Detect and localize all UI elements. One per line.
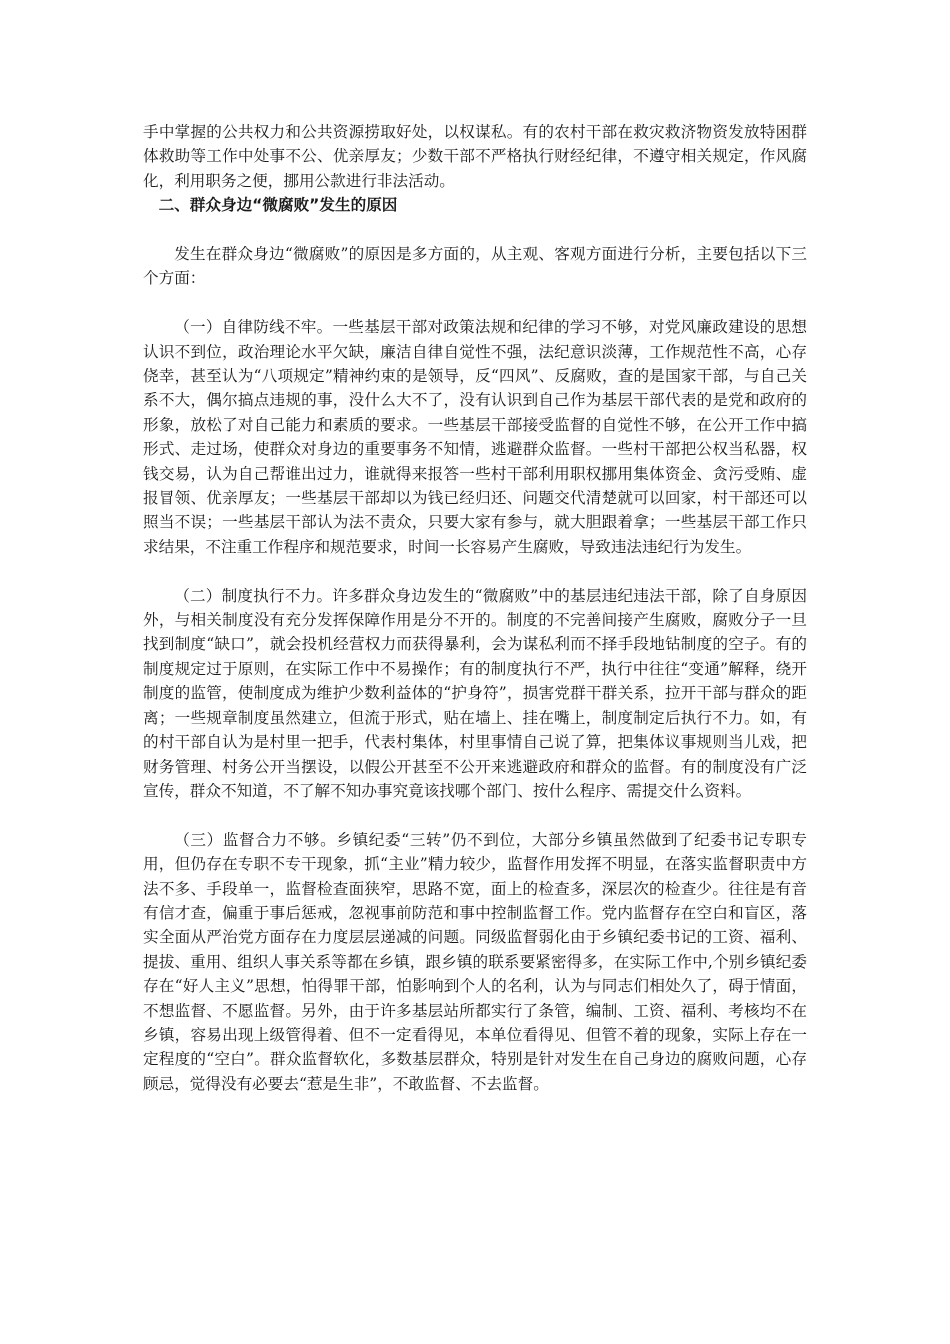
intro-paragraph: 手中掌握的公共权力和公共资源捞取好处，以权谋私。有的农村干部在救灾救济物资发放特困群体救助等工作中处事不公、优亲厚友；少数干部不严格执行财经纪律，不遵守相关规定，作风腐化，利用职务之便，挪用公款进行非法活动。 <box>143 123 807 190</box>
paragraph-spacer <box>143 291 807 315</box>
paragraph-spacer <box>143 218 807 242</box>
paragraph-spacer <box>143 803 807 827</box>
reason-paragraph-2: （二）制度执行不力。许多群众身边发生的“微腐败”中的基层违纪违法干部，除了自身原因外，与相关制度没有充分发挥保障作用是分不开的。制度的不完善间接产生腐败，腐败分子一旦找到制度“缺口”，就会投机经营权力而获得暴利，会为谋私利而不择手段地钻制度的空子。有的制度规定过于原则，在实际工作中不易操作；有的制度执行不严，执行中往往“变通”解释，绕开制度的监管，使制度成为维护少数利益体的“护身符”，损害党群干群关系，拉开干部与群众的距离；一些规章制度虽然建立，但流于形式，贴在墙上、挂在嘴上，制度制定后执行不力。如，有的村干部自认为是村里一把手，代表村集体，村里事情自己说了算，把集体议事规则当儿戏，把财务管理、村务公开当摆设，以假公开甚至不公开来逃避政府和群众的监督。有的制度没有广泛宣传，群众不知道，不了解不知办事究竟该找哪个部门、按什么程序、需提交什么资料。 <box>143 586 807 800</box>
reason-paragraph-3: （三）监督合力不够。乡镇纪委“三转”仍不到位，大部分乡镇虽然做到了纪委书记专职专用，但仍存在专职不专干现象，抓“主业”精力较少，监督作用发挥不明显，在落实监督职责中方法不多、手段单一，监督检查面狭窄，思路不宽，面上的检查多，深层次的检查少。往往是有音有信才查，偏重于事后惩戒，忽视事前防范和事中控制监督工作。党内监督存在空白和盲区，落实全面从严治党方面存在力度层层递减的问题。同级监督弱化由于乡镇纪委书记的工资、福利、提拔、重用、组织人事关系等都在乡镇，跟乡镇的联系要紧密得多，在实际工作中,个别乡镇纪委存在“好人主义”思想，怕得罪干部，怕影响到个人的名利，认为与同志们相处久了，碍于情面，不想监督、不愿监督。另外，由于许多基层站所都实行了条管，编制、工资、福利、考核均不在乡镇，容易出现上级管得着、但不一定看得见，本单位看得见、但管不着的现象，实际上存在一定程度的“空白”。群众监督软化，多数基层群众，特别是针对发生在自己身边的腐败问题，心存顾忌，觉得没有必要去“惹是生非”，不敢监督、不去监督。 <box>143 830 807 1093</box>
reason-paragraph-1: （一）自律防线不牢。一些基层干部对政策法规和纪律的学习不够，对党风廉政建设的思想认识不到位，政治理论水平欠缺，廉洁自律自觉性不强，法纪意识淡薄，工作规范性不高，心存侥幸，甚至认为“八项规定”精神约束的是领导，反“四风”、反腐败，查的是国家干部，与自己关系不大，偶尔搞点违规的事，没什么大不了，没有认识到自己作为基层干部代表的是党和政府的形象，放松了对自己能力和素质的要求。一些基层干部接受监督的自觉性不够，在公开工作中搞形式、走过场，使群众对身边的重要事务不知情，逃避群众监督。一些村干部把公权当私器，权钱交易，认为自己帮谁出过力，谁就得来报答一些村干部利用职权挪用集体资金、贪污受贿、虚报冒领、优亲厚友；一些基层干部却以为钱已经归还、问题交代清楚就可以回家，村干部还可以照当不误；一些基层干部认为法不责众，只要大家有参与，就大胆跟着拿；一些基层干部工作只求结果，不注重工作程序和规范要求，时间一长容易产生腐败，导致违法违纪行为发生。 <box>143 318 807 556</box>
paragraph-spacer <box>143 559 807 583</box>
section-intro-paragraph: 发生在群众身边“微腐败”的原因是多方面的，从主观、客观方面进行分析，主要包括以下三个方面： <box>143 245 807 288</box>
section-heading: 二、群众身边“微腐败”发生的原因 <box>158 196 398 215</box>
document-body <box>143 120 807 1096</box>
